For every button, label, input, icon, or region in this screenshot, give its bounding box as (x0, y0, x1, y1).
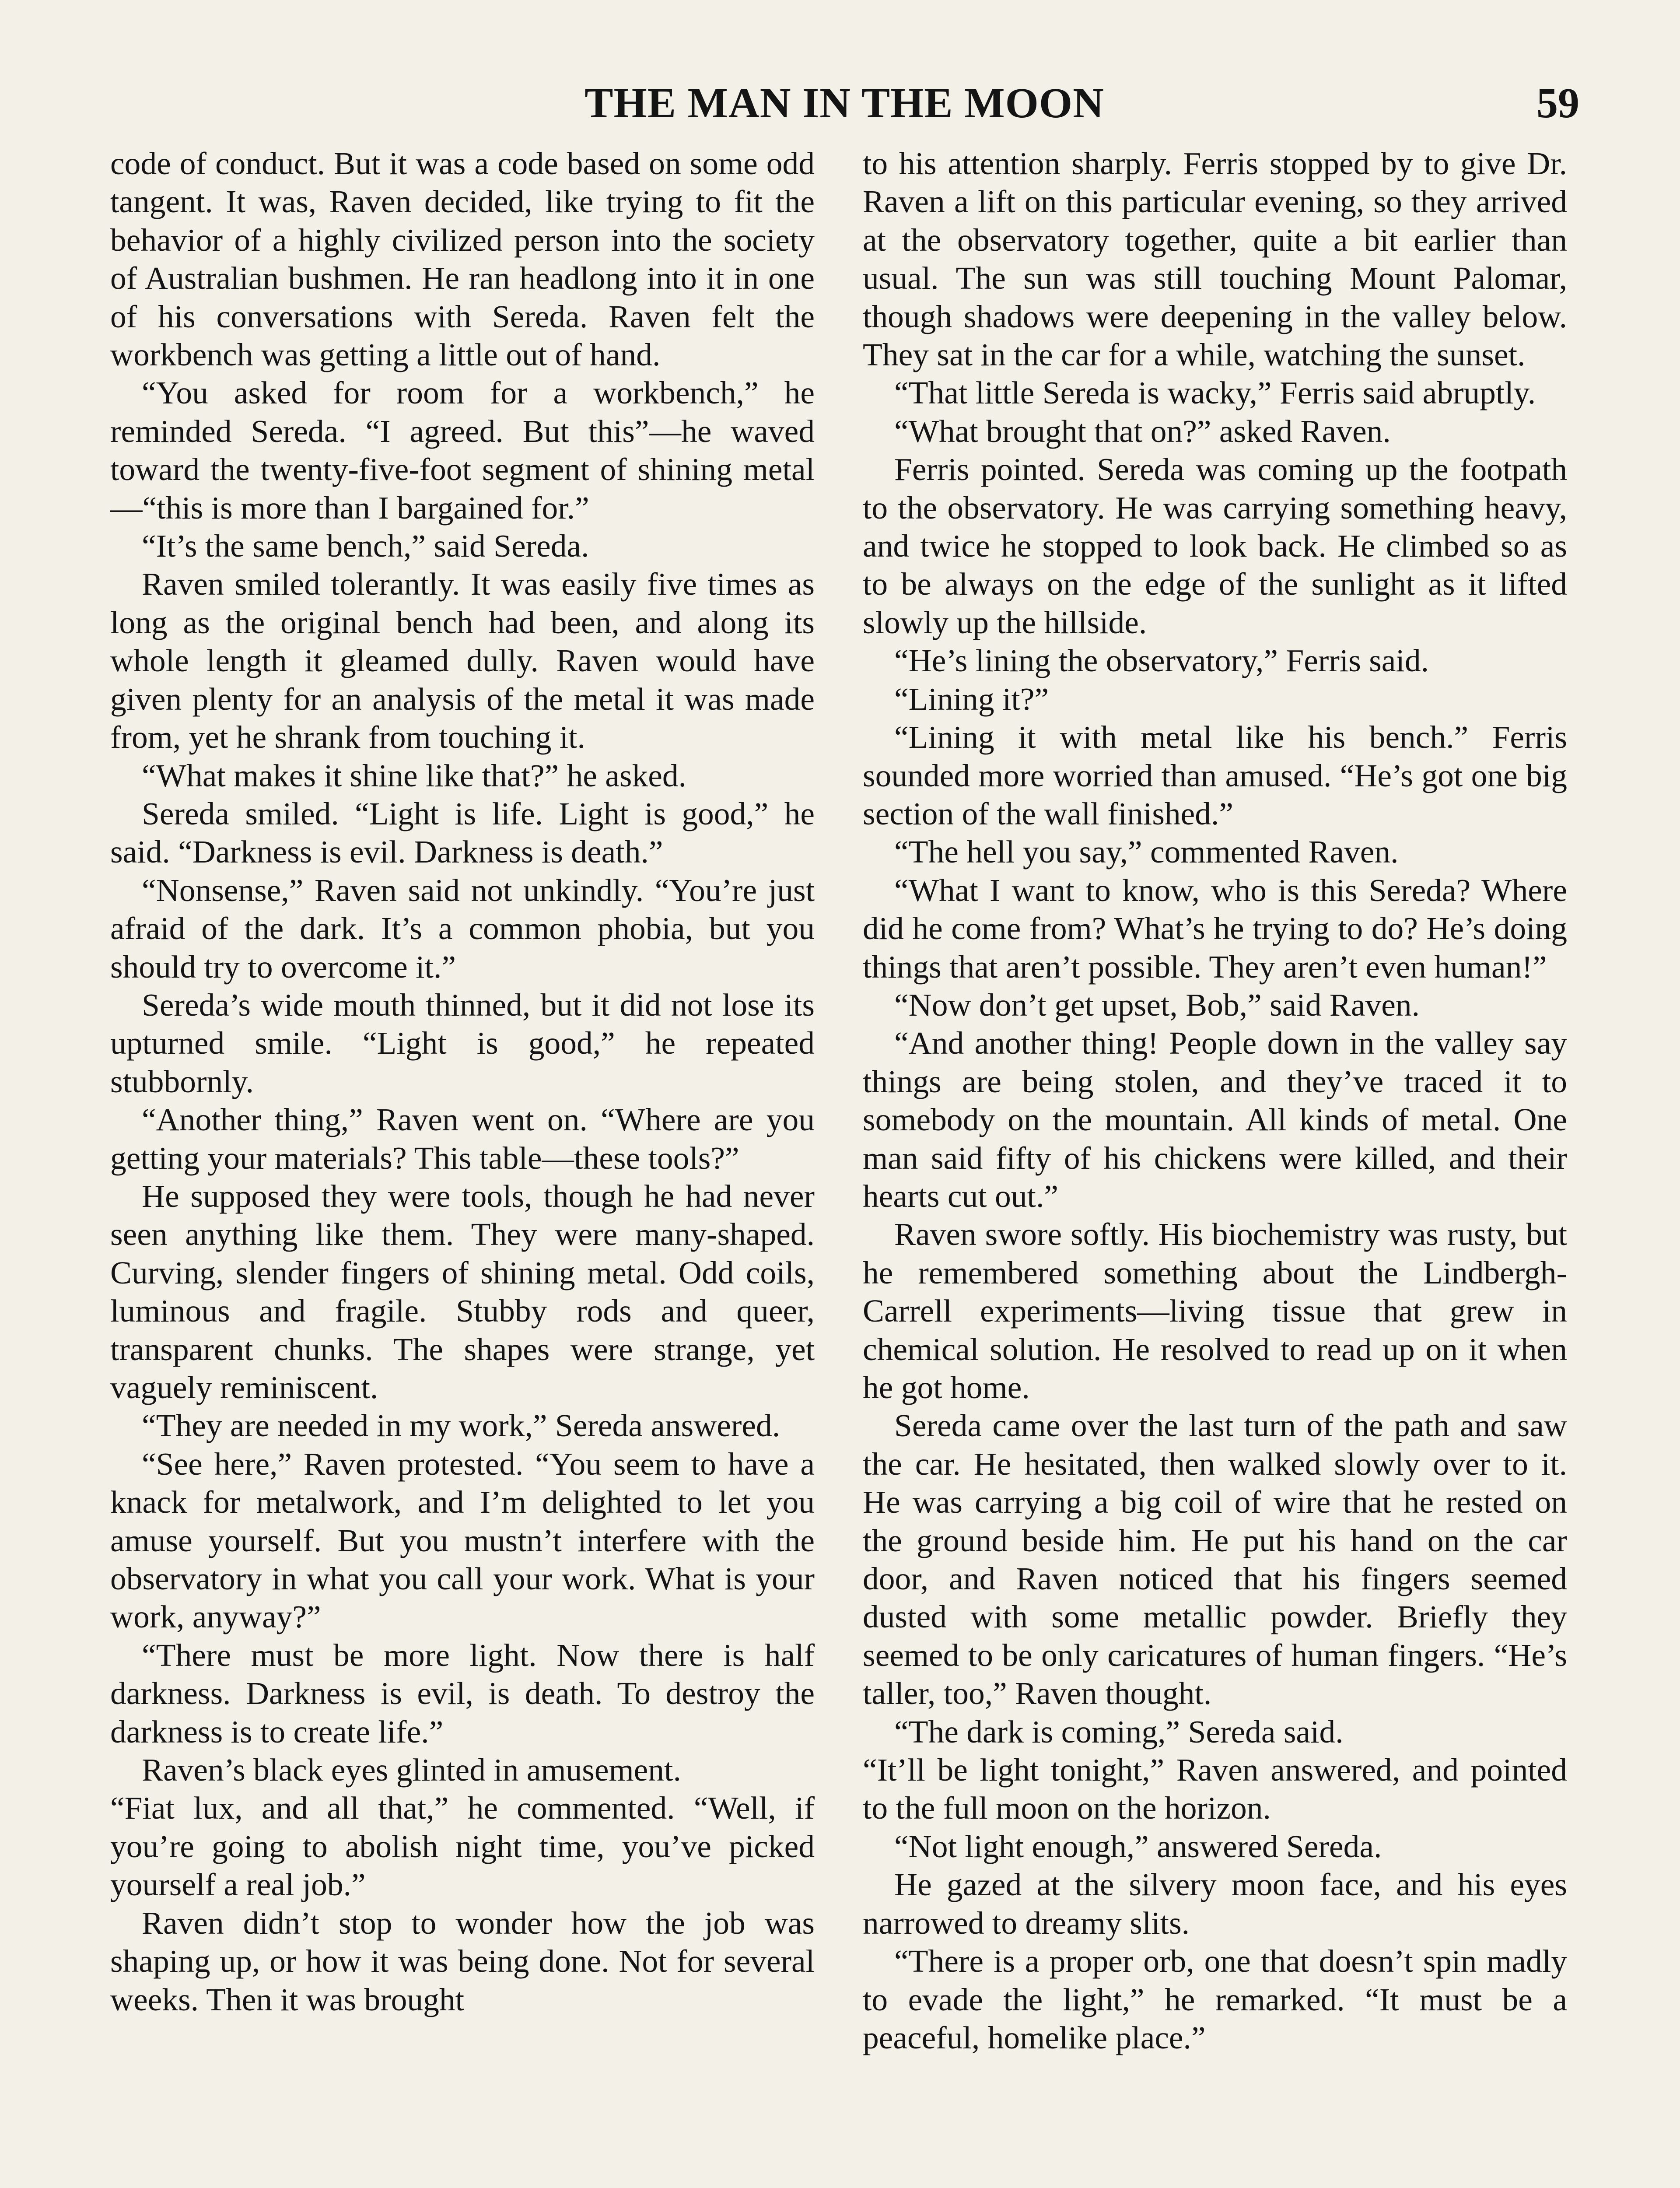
running-title: THE MAN IN THE MOON (584, 80, 1104, 127)
paragraph: to his attention sharply. Ferris stopped by to give Dr. Raven a lift on this particular evening, so they arrived at the observatory together, quite a bit earlier than usual. The sun was still touching Mount Palomar, though shadows were deepening in the valley below. They sat in the car for a while, watching the sunset. (863, 146, 1567, 373)
paragraph: “Nonsense,” Raven said not unkindly. “You’re just afraid of the dark. It’s a common phobia, but you should try to overcome it.” (110, 872, 815, 985)
paragraph: “What brought that on?” asked Raven. (894, 413, 1391, 449)
paragraph: He supposed they were tools, though he had never seen anything like them. They were many-shaped. Curving, slender fingers of shining metal. Odd coils, luminous and fragile. Stubby rods and queer, transparent chunks. The shapes were strange, yet vaguely reminiscent. (110, 1178, 815, 1405)
paragraph: “It’s the same bench,” said Sereda. (142, 528, 589, 564)
paragraph: “See here,” Raven protested. “You seem to have a knack for metalwork, and I’m delighted to let you amuse yourself. But you mustn’t interfere with the observatory in what you call your work. What is your work, anyway?” (110, 1446, 815, 1635)
paragraph: Sereda came over the last turn of the path and saw the car. He hesitated, then walked slowly over to it. He was carrying a big coil of wire that he rested on the ground beside him. He put his hand on the car door, and Raven noticed that his fingers seemed dusted with some metallic powder. Briefly they seemed to be only caricatures of human fingers. “He’s taller, too,” Raven thought. (863, 1408, 1567, 1711)
paragraph: “That little Sereda is wacky,” Ferris said abruptly. (894, 375, 1536, 411)
paragraph: “Another thing,” Raven went on. “Where are you getting your materials? This table—these tools?” (110, 1102, 815, 1176)
paragraph: “It’ll be light tonight,” Raven answered, and pointed to the full moon on the horizon. (863, 1752, 1567, 1826)
paragraph: “What makes it shine like that?” he asked. (142, 757, 686, 793)
paragraph: “Fiat lux, and all that,” he commented. “Well, if you’re going to abolish night time, you’ve picked yourself a real job.” (110, 1790, 815, 1903)
paragraph: “And another thing! People down in the valley say things are being stolen, and they’ve traced it to somebody on the mountain. All kinds of metal. One man said fifty of his chickens were killed, and their hearts cut out.” (863, 1025, 1567, 1214)
paragraph: “He’s lining the observatory,” Ferris said. (894, 643, 1429, 679)
paragraph: “They are needed in my work,” Sereda answered. (142, 1408, 780, 1444)
paragraph: “There must be more light. Now there is half darkness. Darkness is evil, is death. To destroy the darkness is to create life.” (110, 1637, 815, 1750)
paragraph: “The dark is coming,” Sereda said. (894, 1714, 1344, 1750)
paragraph: “Now don’t get upset, Bob,” said Raven. (894, 987, 1420, 1023)
paragraph: Raven didn’t stop to wonder how the job was shaping up, or how it was being done. Not for several weeks. Then it was brought (110, 1905, 815, 2017)
paragraph: “Lining it with metal like his bench.” Ferris sounded more worried than amused. “He’s got one big section of the wall finished.” (863, 719, 1567, 831)
left-column (110, 144, 815, 2019)
paragraph: code of conduct. But it was a code based on some odd tangent. It was, Raven decided, like trying to fit the behavior of a highly civilized person into the society of Australian bushmen. He ran headlong into it in one of his conversations with Sereda. Raven felt the workbench was getting a little out of hand. (110, 146, 815, 373)
paragraph: “You asked for room for a workbench,” he reminded Sereda. “I agreed. But this”—he waved toward the twenty-five-foot segment of shining metal—“this is more than I bargained for.” (110, 375, 815, 526)
paragraph: Sereda’s wide mouth thinned, but it did not lose its upturned smile. “Light is good,” he repeated stubbornly. (110, 987, 815, 1099)
paragraph: “There is a proper orb, one that doesn’t spin madly to evade the light,” he remarked. “It must be a peaceful, homelike place.” (863, 1943, 1567, 2055)
paragraph: “Lining it?” (894, 681, 1049, 717)
paragraph: Raven smiled tolerantly. It was easily five times as long as the original bench had been, and along its whole length it gleamed dully. Raven would have given plenty for an analysis of the metal it was made from, yet he shrank from touching it. (110, 566, 815, 755)
right-column (863, 144, 1567, 2057)
paragraph: “Not light enough,” answered Sereda. (894, 1828, 1382, 1864)
page-number: 59 (1536, 80, 1579, 127)
paragraph: “What I want to know, who is this Sereda? Where did he come from? What’s he trying to do? He’s doing things that aren’t possible. They aren’t even human!” (863, 872, 1567, 985)
paragraph: Ferris pointed. Sereda was coming up the footpath to the observatory. He was carrying something heavy, and twice he stopped to look back. He climbed so as to be always on the edge of the sunlight as it lifted slowly up the hillside. (863, 452, 1567, 640)
paragraph: Raven swore softly. His biochemistry was rusty, but he remembered something about the Lindbergh-Carrell experiments—living tissue that grew in chemical solution. He resolved to read up on it when he got home. (863, 1217, 1567, 1405)
paragraph: “The hell you say,” commented Raven. (894, 834, 1399, 870)
paragraph: Raven’s black eyes glinted in amusement. (142, 1752, 681, 1788)
paragraph: Sereda smiled. “Light is life. Light is good,” he said. “Darkness is evil. Darkness is death.” (110, 796, 815, 870)
paragraph: He gazed at the silvery moon face, and his eyes narrowed to dreamy slits. (863, 1867, 1567, 1941)
page-header (109, 74, 1579, 140)
